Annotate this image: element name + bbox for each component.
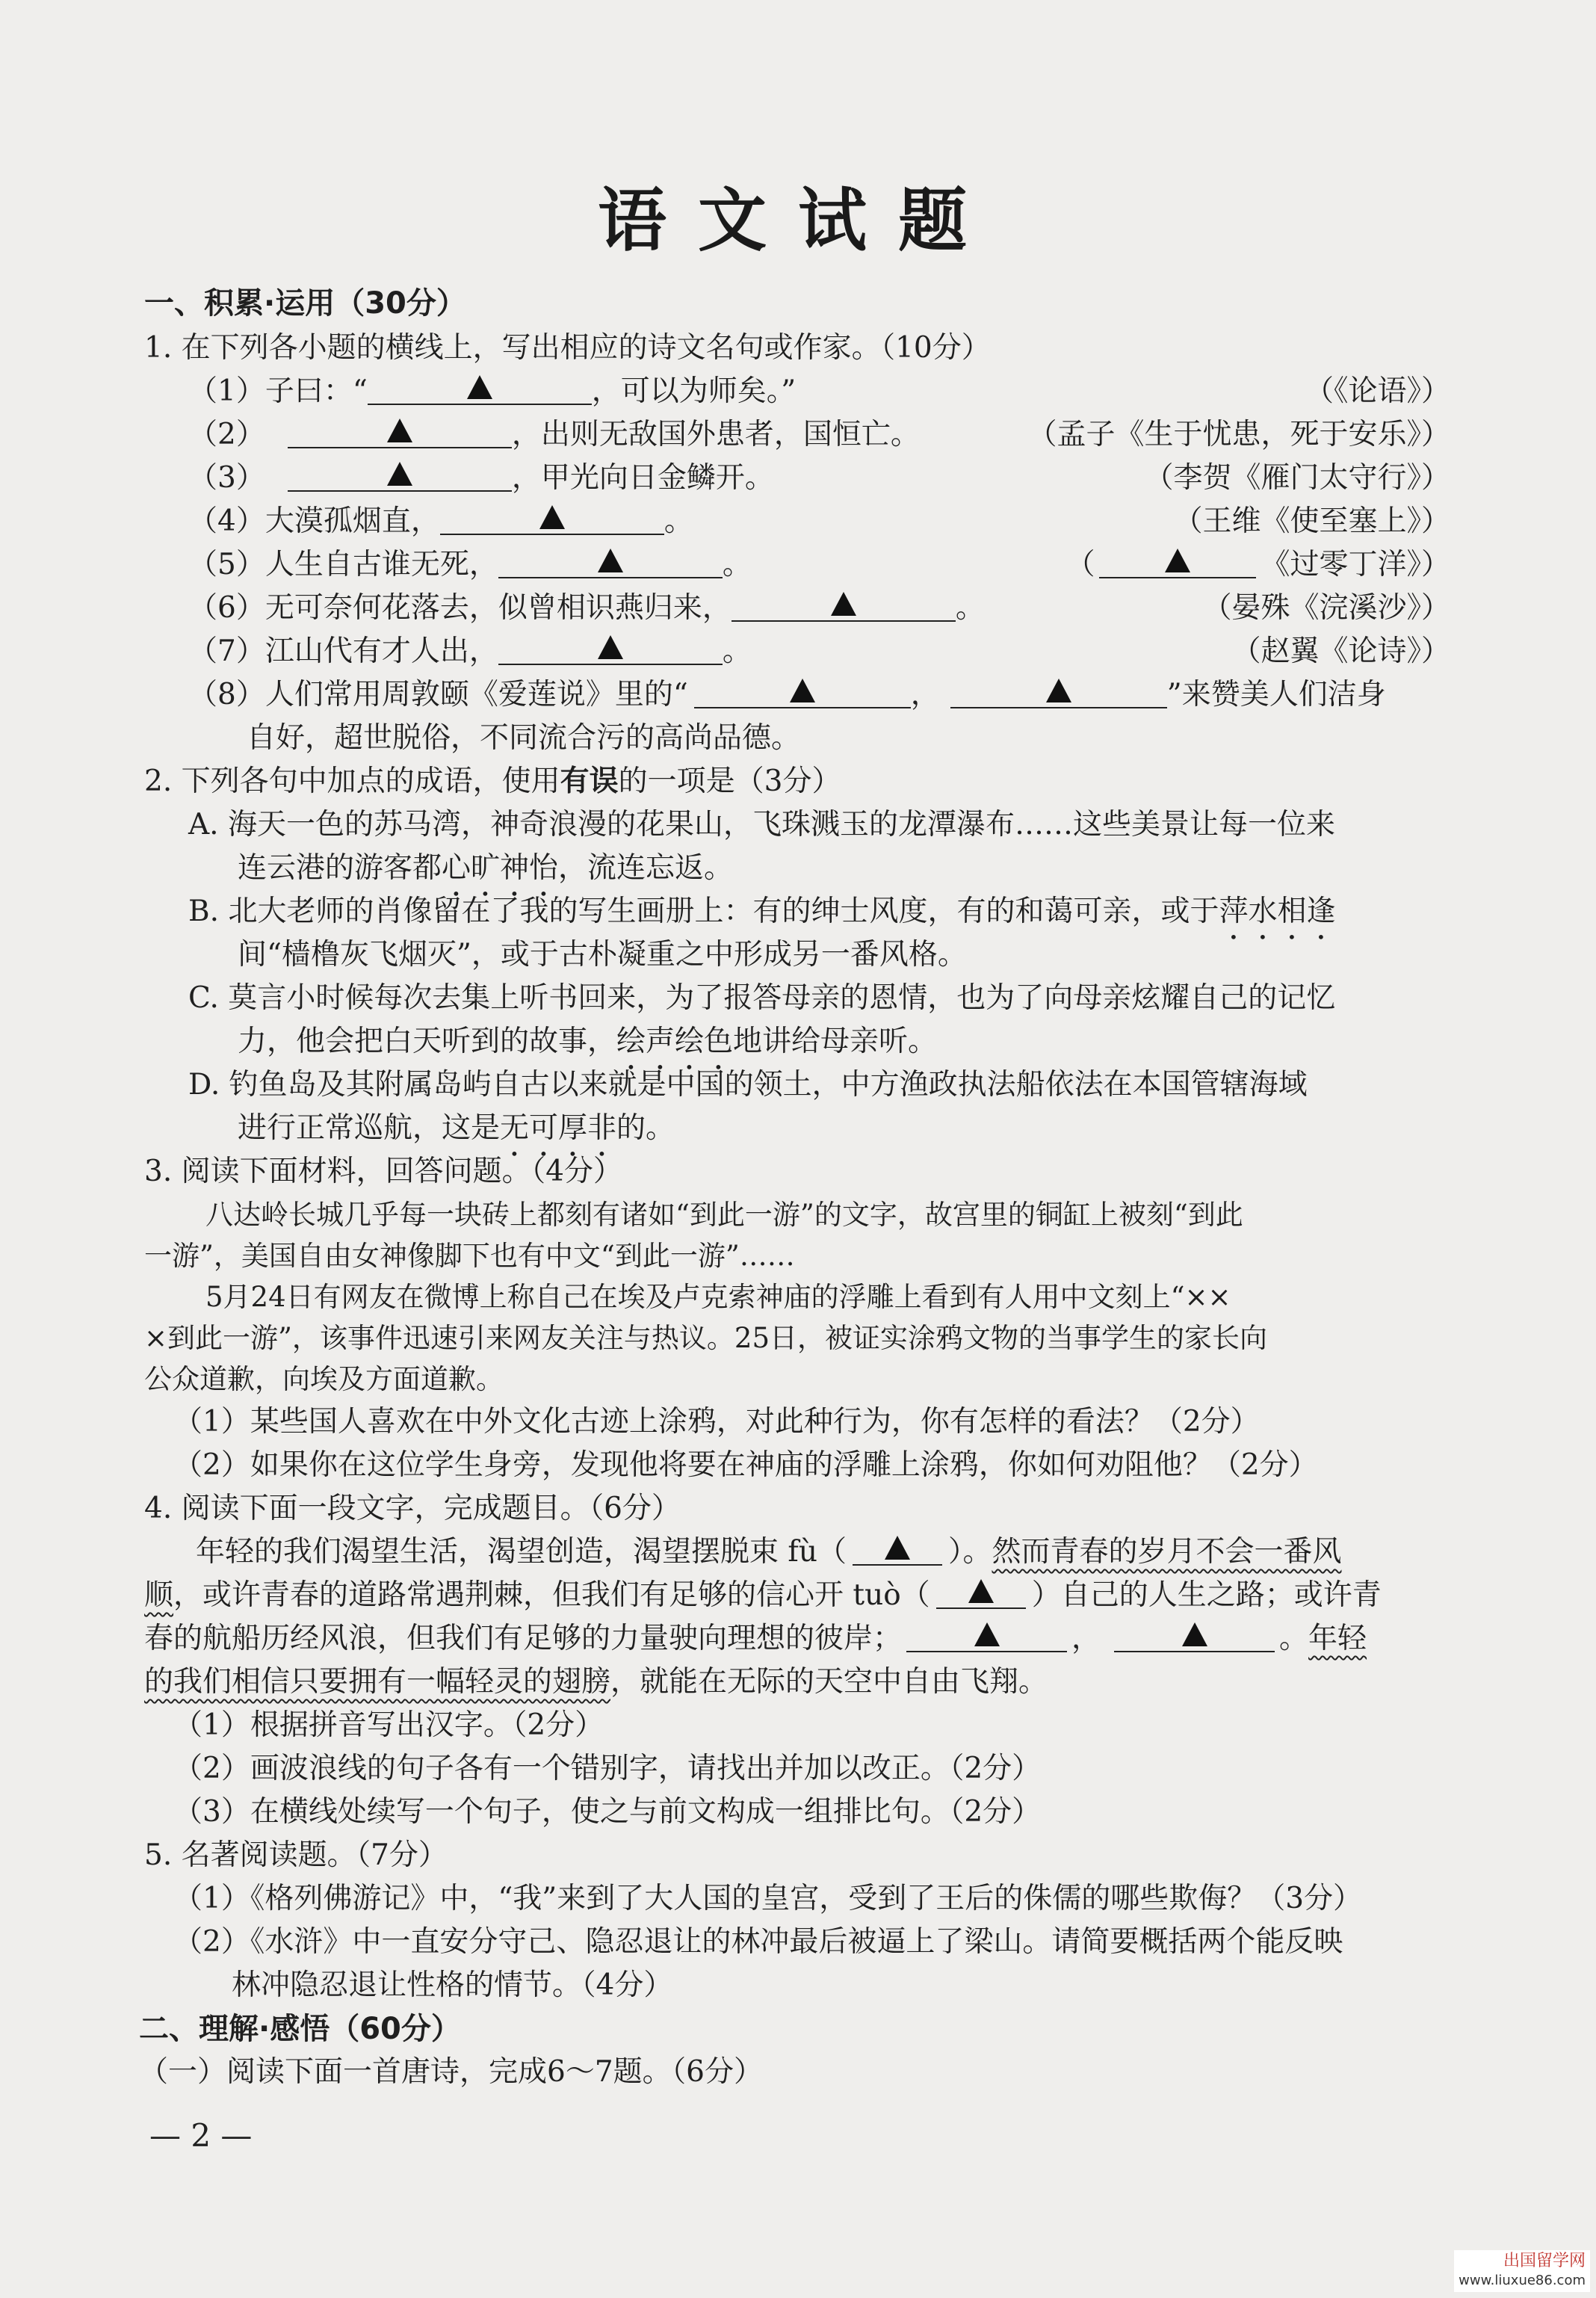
q2-option-b-cont: 间“樯橹灰飞烟灭”，或于古朴凝重之中形成另一番风格。: [238, 938, 967, 972]
q1-item2-source: （孟子《生于忧患，死于安乐》）: [1027, 418, 1450, 451]
triangle-icon: [831, 592, 856, 616]
section2-part1: （一）阅读下面一首唐诗，完成6～7题。（6分）: [139, 2055, 763, 2089]
q4-passage-line3: 春的航船历经风浪，但我们有足够的力量驶向理想的彼岸； ， 。年轻: [144, 1622, 1367, 1655]
wavy-underline-sentence: 的我们相信只要拥有一幅轻灵的翅膀: [144, 1665, 611, 1699]
q1-item6-source: （晏殊《浣溪沙》）: [1202, 591, 1450, 625]
page-number: — 2 —: [149, 2117, 253, 2154]
answer-blank[interactable]: [732, 590, 956, 622]
q5-sub2-cont: 林冲隐忍退让性格的情节。（4分）: [232, 1968, 673, 2002]
q3-passage: 5月24日有网友在微博上称自己在埃及卢克索神庙的浮雕上看到有人用中文刻上“××: [205, 1281, 1231, 1313]
q3-passage: 一游”，美国自由女神像脚下也有中文“到此一游”……: [144, 1240, 795, 1272]
q4-sub1: （1）根据拼音写出汉字。（2分）: [173, 1708, 604, 1742]
answer-blank[interactable]: [288, 417, 512, 448]
triangle-icon: [790, 679, 815, 702]
triangle-icon: [974, 1622, 1000, 1646]
q1-item7-source: （赵翼《论诗》）: [1231, 634, 1450, 668]
section2-heading: 二、理解·感悟（60分）: [139, 2012, 461, 2046]
q1-item1: （1）子曰：“ ，可以为师矣。”: [188, 374, 797, 408]
q2-option-d: D. 钓鱼岛及其附属岛屿自古以来就是中国的领土，中方渔政执法船依法在本国管辖海域: [188, 1068, 1308, 1102]
q3-sub2: （2）如果你在这位学生身旁，发现他将要在神庙的浮雕上涂鸦，你如何劝阻他？（2分）: [173, 1448, 1318, 1482]
dotted-idiom: 心旷神怡: [442, 851, 559, 885]
wavy-underline-sentence: 年轻: [1308, 1622, 1367, 1655]
author-blank[interactable]: [1099, 547, 1256, 578]
q1-item5: （5）人生自古谁无死， 。: [188, 548, 752, 581]
wavy-underline-sentence: 顺: [144, 1578, 174, 1612]
dotted-idiom: 无可厚非: [500, 1111, 617, 1145]
section1-heading: 一、积累·运用（30分）: [144, 286, 466, 321]
triangle-icon: [387, 462, 412, 486]
q1-item1-source: （《论语》）: [1304, 374, 1450, 408]
triangle-icon: [968, 1579, 994, 1603]
page-title: 语文试题: [597, 181, 998, 261]
answer-blank[interactable]: [694, 677, 911, 708]
q3-passage: 八达岭长城几乎每一块砖上都刻有诸如“到此一游”的文字，故宫里的铜缸上被刻“到此: [205, 1199, 1243, 1231]
q2-option-c-cont: 力，他会把白天听到的故事，绘声绘色地讲给母亲听。: [238, 1025, 938, 1058]
q4-sub2: （2）画波浪线的句子各有一个错别字，请找出并加以改正。（2分）: [173, 1752, 1042, 1785]
answer-blank[interactable]: [936, 1578, 1026, 1609]
q1-item6: （6）无可奈何花落去，似曾相识燕归来， 。: [188, 591, 985, 625]
q1-item8-cont: 自好，超世脱俗，不同流合污的高尚品德。: [247, 721, 801, 755]
q4-passage-line1: 年轻的我们渴望生活，渴望创造，渴望摆脱束 fù（ ）。然而青春的岁月不会一番风: [196, 1535, 1342, 1569]
dotted-idiom: 绘声绘色: [616, 1025, 734, 1058]
answer-blank[interactable]: [288, 460, 512, 492]
q2-option-c: C. 莫言小时候每次去集上听书回来，为了报答母亲的恩情，也为了向母亲炫耀自己的记忆: [188, 981, 1336, 1015]
triangle-icon: [885, 1536, 910, 1560]
q3-sub1: （1）某些国人喜欢在中外文化古迹上涂鸦，对此种行为，你有怎样的看法？（2分）: [173, 1405, 1260, 1439]
triangle-icon: [1182, 1622, 1207, 1646]
q4-stem: 4. 阅读下面一段文字，完成题目。（6分）: [144, 1492, 681, 1525]
q5-sub2: （2）《水浒》中一直安分守己、隐忍退让的林冲最后被逼上了梁山。请简要概括两个能反映: [173, 1925, 1343, 1959]
q5-sub1: （1）《格列佛游记》中，“我”来到了大人国的皇宫，受到了王后的侏儒的哪些欺侮？（3分）: [173, 1882, 1363, 1915]
q1-item7: （7）江山代有才人出， 。: [188, 634, 752, 668]
q4-sub3: （3）在横线处续写一个句子，使之与前文构成一组排比句。（2分）: [173, 1795, 1042, 1829]
watermark: 出国留学网 www.liuxue86.com: [1454, 2250, 1590, 2292]
q1-item3: （3） ，甲光向日金鳞开。: [188, 461, 774, 495]
answer-blank[interactable]: [368, 374, 592, 405]
dotted-idiom: 萍水相逢: [1219, 895, 1336, 928]
q1-stem: 1. 在下列各小题的横线上，写出相应的诗文名句或作家。（10分）: [144, 331, 991, 365]
triangle-icon: [539, 505, 565, 529]
q1-item5-source: （ 《过零丁洋》）: [1065, 548, 1450, 581]
q1-item4: （4）大漠孤烟直， 。: [188, 504, 693, 538]
q2-option-b: B. 北大老师的肖像留在了我的写生画册上：有的绅士风度，有的和蔼可亲，或于萍水相逢: [188, 895, 1336, 928]
q4-passage-line2: 顺，或许青春的道路常遇荆棘，但我们有足够的信心开 tuò（ ）自己的人生之路；或许青: [144, 1578, 1382, 1612]
q1-item4-source: （王维《使至塞上》）: [1173, 504, 1450, 538]
q1-item8: （8）人们常用周敦颐《爱莲说》里的“ ， ”来赞美人们洁身: [188, 678, 1386, 711]
triangle-icon: [467, 375, 492, 399]
wavy-underline-sentence: 然而青春的岁月不会一番风: [992, 1535, 1342, 1569]
answer-blank[interactable]: [498, 547, 723, 578]
q3-passage: ×到此一游”，该事件迅速引来网友关注与热议。25日，被证实涂鸦文物的当事学生的家长向: [144, 1322, 1267, 1354]
triangle-icon: [598, 635, 623, 659]
triangle-icon: [598, 549, 623, 572]
answer-blank[interactable]: [853, 1534, 942, 1566]
triangle-icon: [1165, 549, 1190, 572]
q3-passage: 公众道歉，向埃及方面道歉。: [144, 1363, 504, 1395]
q2-option-d-cont: 进行正常巡航，这是无可厚非的。: [238, 1111, 675, 1145]
triangle-icon: [1046, 679, 1071, 702]
q1-item3-source: （李贺《雁门太守行》）: [1144, 461, 1450, 495]
q2-stem: 2. 下列各句中加点的成语，使用有误的一项是（3分）: [144, 765, 841, 798]
answer-blank[interactable]: [906, 1621, 1067, 1652]
answer-blank[interactable]: [498, 634, 723, 665]
answer-blank[interactable]: [950, 677, 1167, 708]
answer-blank[interactable]: [1114, 1621, 1275, 1652]
q5-stem: 5. 名著阅读题。（7分）: [144, 1838, 448, 1872]
q2-option-a: A. 海天一色的苏马湾，神奇浪漫的花果山，飞珠溅玉的龙潭瀑布……这些美景让每一位来: [188, 808, 1335, 841]
q4-passage-line4: 的我们相信只要拥有一幅轻灵的翅膀，就能在无际的天空中自由飞翔。: [144, 1665, 1048, 1699]
q2-option-a-cont: 连云港的游客都心旷神怡，流连忘返。: [238, 851, 734, 885]
answer-blank[interactable]: [440, 504, 664, 535]
q1-item2: （2） ，出则无敌国外患者，国恒亡。: [188, 418, 920, 451]
triangle-icon: [387, 418, 412, 442]
q3-stem: 3. 阅读下面材料，回答问题。（4分）: [144, 1155, 622, 1188]
